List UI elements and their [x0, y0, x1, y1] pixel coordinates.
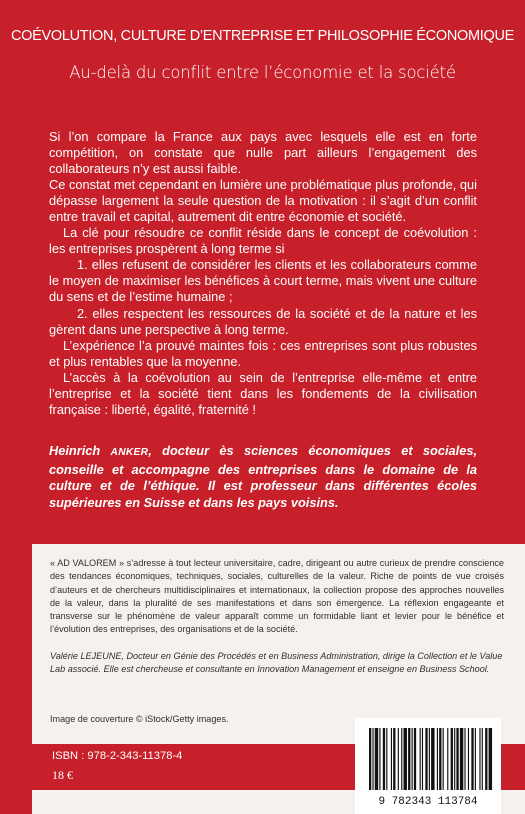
series-description: « AD VALOREM » s’adresse à tout lecteur universitaire, cadre, dirigeant ou autre curieux de prendre conscience des tendances économiques, techniques, sociales, culturelles de la valeur. Riche de points de vue croisés d’auteurs et de chercheurs multidisciplinaires et internationaux, la collection propose des approches nouvelles de la valeur, dans la pluralité de ses manifestations et dans son émergence. La réflexion engageante et transverse sur le phénomène de valeur apparaît comme un formidable liant et levier pour le bénéfice et l’évolution des entreprises, des organisations et de la société.: [50, 558, 504, 635]
barcode-bar: [479, 728, 480, 790]
barcode-digits: 9 782343 113784: [378, 796, 478, 808]
barcode-bar: [447, 728, 448, 790]
barcode-bar: [386, 728, 387, 790]
cover-image-credit: Image de couverture © iStock/Getty images.: [50, 714, 229, 724]
barcode-bar: [431, 728, 434, 790]
barcode-bar: [412, 728, 413, 790]
barcode-bar: [439, 728, 441, 790]
barcode-bar: [482, 728, 483, 790]
series-title: COÉVOLUTION, CULTURE D’ENTREPRISE ET PHILOSOPHIE ÉCONOMIQUE: [10, 28, 515, 44]
series-editor: Valérie LEJEUNE, Docteur en Génie des Procédés et en Business Administration, dirige la Collection et le Value Lab associé. Elle est chercheuse et consultante en Innovation Management et enseigne en Business School.: [50, 651, 503, 675]
barcode-bar: [437, 728, 438, 790]
barcode: [355, 718, 501, 814]
blurb-list-item: 1. elles refusent de considérer les clients et les collaborateurs comme le moyen de maximiser les bénéfices à court terme, mais vivent une culture du sens et de l’estime humaine ;: [49, 257, 477, 305]
blurb-paragraph: L’expérience l’a prouvé maintes fois : ces entreprises sont plus robustes et plus rentables que la moyenne.: [49, 337, 477, 369]
barcode-bar: [454, 728, 455, 790]
blurb-paragraph: Ce constat met cependant en lumière une problématique plus profonde, qui dépasse largement la seule question de la motivation : il s’agit d’un conflit entre travail et capital, autrement dit entre économie et société.: [49, 177, 477, 225]
blurb-paragraph: La clé pour résoudre ce conflit réside dans le concept de coévolution : les entreprises prospèrent à long terme si: [49, 225, 477, 257]
author-last-name: ANKER: [110, 447, 149, 458]
blurb: [49, 129, 477, 418]
blurb-list-item: 2. elles respectent les ressources de la société et de la nature et les gèrent dans une perspective à long terme.: [49, 305, 477, 337]
blurb-paragraph: L’accès à la coévolution au sein de l’entreprise elle-même et entre l’entreprise et la société tient dans les fondements de la civilisation française : liberté, égalité, fraternité !: [49, 369, 477, 417]
barcode-bar: [408, 728, 410, 790]
barcode-bar: [429, 728, 430, 790]
barcode-bar: [475, 728, 476, 790]
barcode-bar: [485, 728, 487, 790]
barcode-bar: [379, 728, 380, 790]
barcode-bar: [456, 728, 458, 790]
barcode-bar: [372, 728, 373, 790]
author-bio: [49, 443, 477, 511]
barcode-icon: [355, 718, 501, 814]
barcode-bar: [422, 728, 423, 790]
barcode-bar: [451, 728, 453, 790]
barcode-bar: [464, 728, 465, 790]
price: 18 €: [52, 768, 73, 782]
barcode-bar: [414, 728, 416, 790]
barcode-bar: [489, 728, 492, 790]
blurb-paragraph: Si l’on compare la France aux pays avec lesquels elle est en forte compétition, on constate que nulle part ailleurs l’engagement des collaborateurs n’y est aussi faible.: [49, 129, 477, 177]
book-subtitle: Au-delà du conflit entre l’économie et la société: [69, 63, 456, 82]
series-panel: [32, 544, 525, 814]
header: [0, 0, 525, 100]
barcode-bar: [460, 728, 463, 790]
barcode-bar: [425, 728, 427, 790]
barcode-bar: [468, 728, 469, 790]
author-first-name: Heinrich: [49, 443, 111, 458]
barcode-bar: [393, 728, 395, 790]
author-bio-text: , docteur ès sciences économiques et sociales, conseille et accompagne des entreprises dans le domaine de la culture et de l’éthique. Il est professeur dans différentes écoles supérieures en Suisse et dans les pays voisins.: [49, 443, 477, 510]
barcode-bar: [443, 728, 444, 790]
barcode-bar: [383, 728, 385, 790]
barcode-bar: [391, 728, 392, 790]
barcode-bar: [369, 728, 371, 790]
barcode-bar: [375, 728, 378, 790]
barcode-bar: [404, 728, 407, 790]
barcode-bar: [401, 728, 402, 790]
barcode-bar: [471, 728, 473, 790]
barcode-bar: [398, 728, 399, 790]
isbn: ISBN : 978-2-343-11378-4: [52, 750, 183, 762]
barcode-bar: [420, 728, 421, 790]
